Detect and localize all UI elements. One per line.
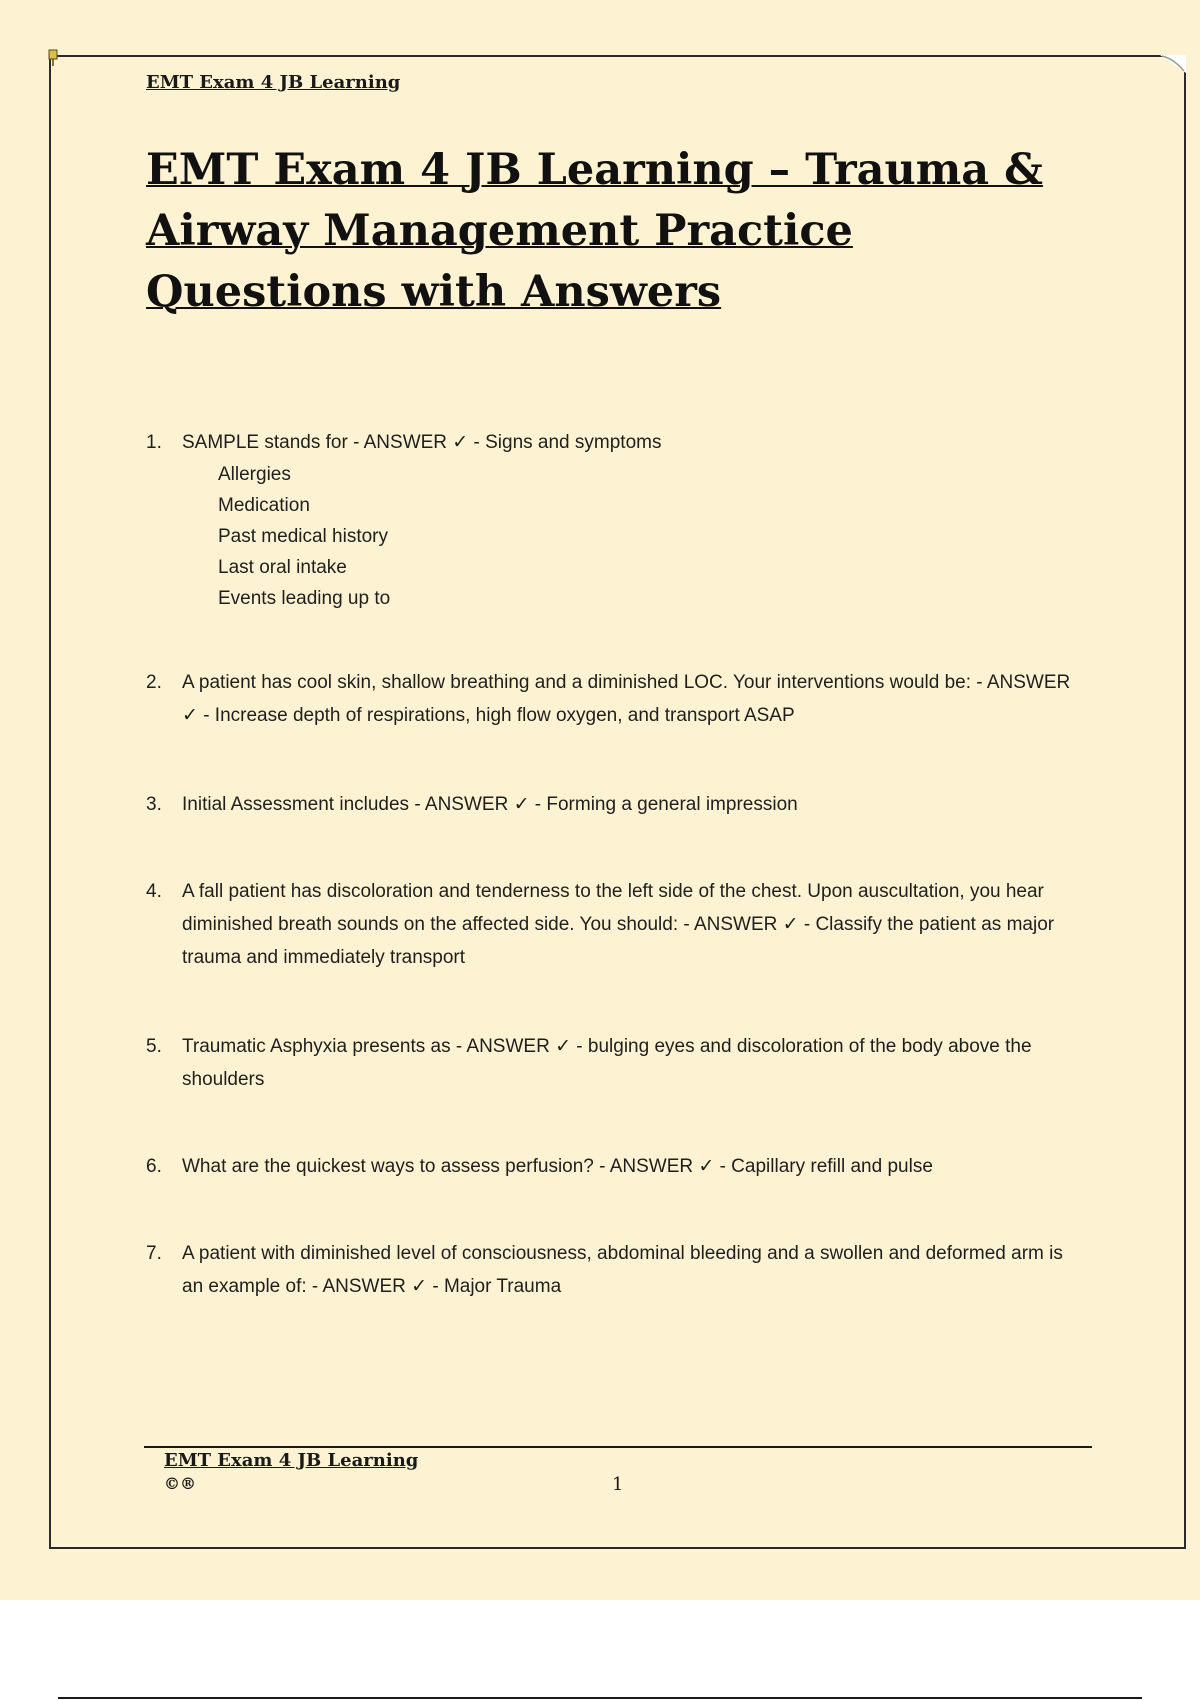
sample-item: Past medical history (218, 526, 389, 547)
question-item (146, 1150, 1086, 1183)
question-text: A fall patient has discoloration and tenderness to the left side of the chest. Upon auscultation, you hear diminished breath sounds on the affected side. You should: - ANSWER ✓ - Classify the patient as major trauma and immediately transport (182, 881, 1055, 968)
question-text: Traumatic Asphyxia presents as - ANSWER ✓ - bulging eyes and discoloration of the body above the shoulders (182, 1036, 1032, 1090)
question-number: 3. (146, 794, 162, 815)
sample-item: Events leading up to (218, 588, 391, 609)
question-text: Initial Assessment includes - ANSWER ✓ - Forming a general impression (182, 794, 798, 815)
footer-divider (144, 1446, 1092, 1448)
running-header: EMT Exam 4 JB Learning (146, 72, 401, 93)
question-item (146, 788, 1086, 821)
question-text: A patient with diminished level of consciousness, abdominal bleeding and a swollen and deformed arm is an example of: - ANSWER ✓ - Major Trauma (182, 1243, 1063, 1297)
next-page-divider (58, 1697, 1142, 1699)
question-number: 7. (146, 1243, 162, 1264)
question-text: A patient has cool skin, shallow breathing and a diminished LOC. Your interventions would be: - ANSWER ✓ - Increase depth of respirations, high flow oxygen, and transport ASAP (182, 672, 1071, 726)
copyright-mark: ©® (164, 1474, 196, 1493)
question-text: SAMPLE stands for - ANSWER ✓ - Signs and symptoms (182, 432, 662, 453)
question-number: 2. (146, 672, 162, 693)
question-item (146, 1030, 1086, 1096)
question-item (146, 666, 1086, 732)
question-number: 1. (146, 432, 162, 453)
question-number: 4. (146, 881, 162, 902)
sample-item: Allergies (218, 464, 291, 485)
pin-icon (47, 49, 59, 67)
question-number: 5. (146, 1036, 162, 1057)
sample-list (182, 459, 1086, 614)
page-title: EMT Exam 4 JB Learning – Trauma & Airway Management Practice Questions with Answers (146, 145, 1043, 317)
question-item (146, 875, 1086, 974)
sample-item: Medication (218, 495, 310, 516)
question-item (146, 426, 1086, 614)
question-list (146, 426, 1086, 1303)
question-number: 6. (146, 1156, 162, 1177)
sample-item: Last oral intake (218, 557, 347, 578)
page-curl-icon (1160, 55, 1186, 73)
running-footer: EMT Exam 4 JB Learning (164, 1450, 419, 1471)
question-text: What are the quickest ways to assess perfusion? - ANSWER ✓ - Capillary refill and pulse (182, 1156, 933, 1177)
question-item (146, 1237, 1086, 1303)
page-number: 1 (612, 1474, 624, 1495)
